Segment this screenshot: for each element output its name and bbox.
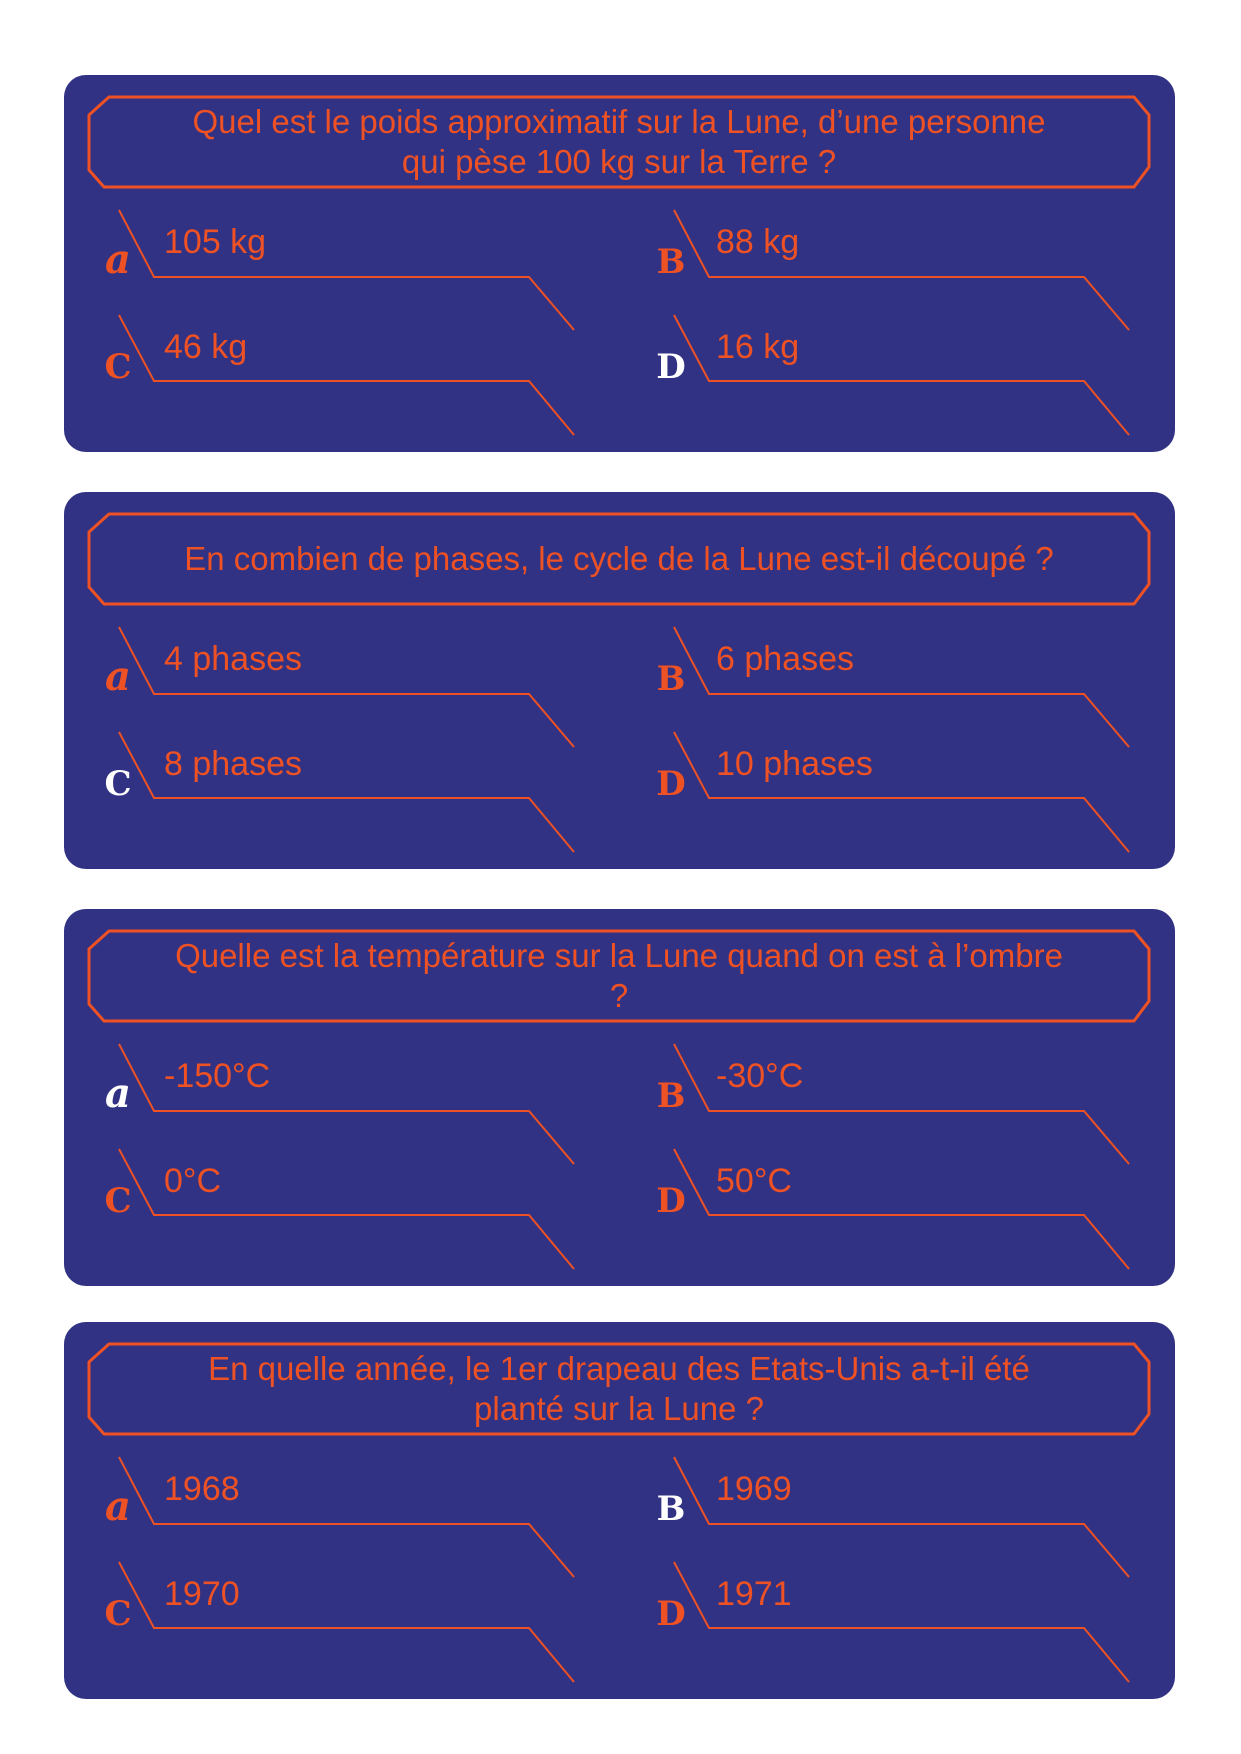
option-a-answer[interactable]: -150°C — [164, 1057, 271, 1095]
question-text: Quel est le poids approximatif sur la Lune, d’une personne qui pèse 100 kg sur la Terre ? — [192, 103, 1046, 180]
option-letter-d: D — [656, 1181, 686, 1221]
option-letter-c: C — [104, 764, 132, 804]
option-c-answer[interactable]: 0°C — [164, 1162, 222, 1200]
option-letter-c: C — [104, 1594, 132, 1634]
question-text: En quelle année, le 1er drapeau des Etats-Unis a-t-il été planté sur la Lune ? — [208, 1350, 1030, 1427]
option-letter-d: D — [656, 347, 686, 387]
option-letter-b: B — [656, 1076, 686, 1116]
option-a-answer[interactable]: 1968 — [164, 1470, 240, 1508]
option-letter-a: a — [105, 653, 131, 700]
option-letter-d: D — [656, 1594, 686, 1634]
option-d-answer[interactable]: 16 kg — [716, 328, 800, 366]
quiz-card-4 — [64, 1322, 1175, 1699]
quiz-card-1 — [64, 75, 1175, 452]
question-text: Quelle est la température sur la Lune quand on est à l’ombre ? — [175, 937, 1063, 1014]
question-text: En combien de phases, le cycle de la Lune est-il découpé ? — [184, 540, 1054, 577]
quiz-card-2 — [64, 492, 1175, 869]
option-letter-d: D — [656, 764, 686, 804]
option-a-answer[interactable]: 4 phases — [164, 640, 302, 678]
option-letter-a: a — [105, 1070, 131, 1117]
option-a-answer[interactable]: 105 kg — [164, 223, 267, 261]
option-letter-a: a — [105, 1483, 131, 1530]
option-c-answer[interactable]: 8 phases — [164, 745, 302, 783]
option-b-answer[interactable]: 88 kg — [716, 223, 800, 261]
option-b-answer[interactable]: 6 phases — [716, 640, 854, 678]
option-b-answer[interactable]: -30°C — [716, 1057, 804, 1095]
option-letter-b: B — [656, 242, 686, 282]
option-letter-c: C — [104, 1181, 132, 1221]
option-c-answer[interactable]: 1970 — [164, 1575, 240, 1613]
option-letter-a: a — [105, 236, 131, 283]
option-b-answer[interactable]: 1969 — [716, 1470, 792, 1508]
option-letter-b: B — [656, 659, 686, 699]
option-letter-c: C — [104, 347, 132, 387]
option-c-answer[interactable]: 46 kg — [164, 328, 248, 366]
quiz-card-3 — [64, 909, 1175, 1286]
option-d-answer[interactable]: 1971 — [716, 1575, 792, 1613]
option-d-answer[interactable]: 50°C — [716, 1162, 792, 1200]
option-d-answer[interactable]: 10 phases — [716, 745, 873, 783]
option-letter-b: B — [656, 1489, 686, 1529]
